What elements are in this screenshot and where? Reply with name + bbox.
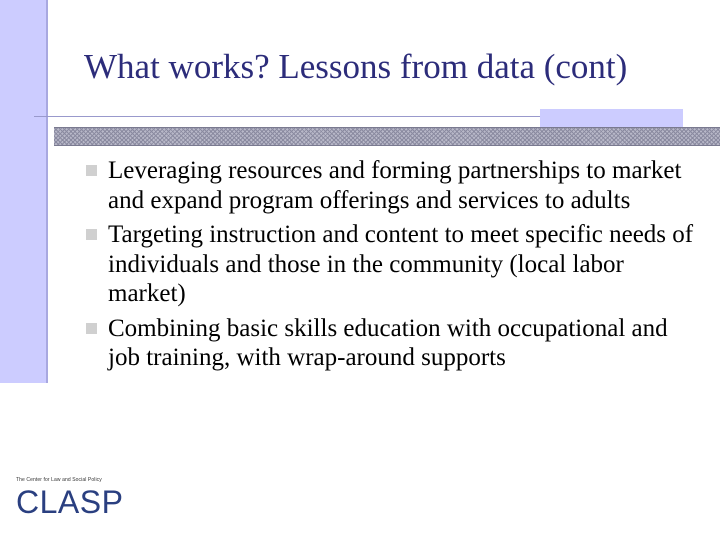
rule-accent-block bbox=[540, 109, 683, 127]
bullet-text: Targeting instruction and content to meet specific needs of individuals and those in the community (local labor market) bbox=[108, 221, 694, 307]
square-bullet-icon bbox=[86, 229, 97, 240]
bullet-text: Leveraging resources and forming partnerships to market and expand program offerings and services to adults bbox=[108, 157, 682, 214]
square-bullet-icon bbox=[86, 165, 97, 176]
bullet-text: Combining basic skills education with occupational and job training, with wrap-around supports bbox=[108, 314, 668, 371]
bullet-item bbox=[84, 314, 704, 373]
hatched-divider-bar bbox=[54, 127, 720, 146]
bullet-item bbox=[84, 220, 704, 309]
square-bullet-icon bbox=[86, 323, 97, 334]
slide-title: What works? Lessons from data (cont) bbox=[84, 47, 628, 86]
logo-tagline: The Center for Law and Social Policy bbox=[16, 477, 102, 483]
bullet-item bbox=[84, 156, 704, 215]
clasp-logo bbox=[16, 477, 124, 520]
bullet-list bbox=[84, 156, 704, 378]
left-accent-bar bbox=[0, 0, 48, 383]
left-accent-edge bbox=[46, 0, 48, 383]
logo-wordmark: CLASP bbox=[16, 484, 124, 520]
